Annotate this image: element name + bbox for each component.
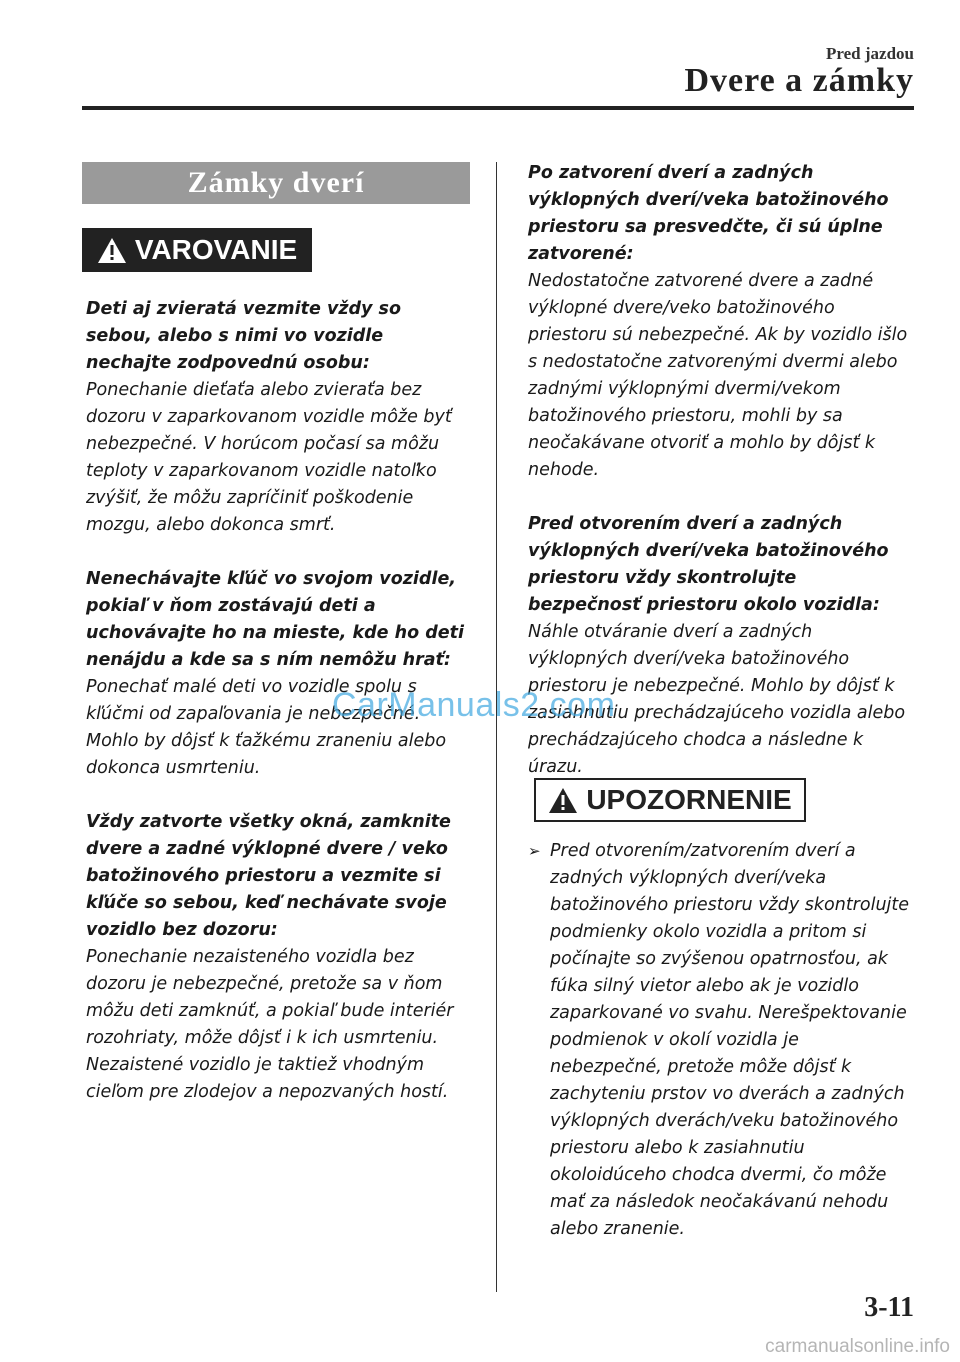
warning-block-heading: Pred otvorením dverí a zadných výklopných dverí/veka batožinového priestoru vždy skontrolujte bezpečnosť priestoru okolo vozidla: [528,514,889,615]
caution-icon [548,786,578,814]
caution-label: UPOZORNENIE [586,784,792,815]
page-number: 3-11 [864,1292,914,1323]
warning-block [86,296,471,539]
warning-block-heading: Deti aj zvieratá vezmite vždy so sebou, alebo s nimi vo vozidle nechajte zodpovednú osobu: [86,299,401,373]
chapter-label: Pred jazdou [826,44,914,63]
caution-badge [534,778,806,822]
warning-block-body: Ponechanie dieťaťa alebo zvieraťa bez dozoru v zaparkovanom vozidle môže byť nebezpečné. V horúcom počasí sa môžu teploty v zaparkovanom vozidle natoľko zvýšiť, že môžu zapríčiniť poškodenie mozgu, alebo dokonca smrť. [86,380,452,535]
warning-block-heading: Vždy zatvorte všetky okná, zamknite dvere a zadné výklopné dvere / veko batožinového priestoru a vezmite si kľúče so sebou, keď nechávate svoje vozidlo bez dozoru: [86,812,451,940]
warning-block-body: Ponechať malé deti vo vozidle spolu s kľúčmi od zapaľovania je nebezpečné. Mohlo by dôjsť k ťažkému zraneniu alebo dokonca usmrteniu. [86,677,447,778]
warning-label: VAROVANIE [134,234,298,265]
warning-block [528,160,913,484]
caution-item [528,838,913,1243]
header-rule [82,106,914,110]
section-title: Zámky dverí [187,166,365,199]
caution-item-text: Pred otvorením/zatvorením dverí a zadných výklopných dverí/veka batožinového priestoru vždy skontrolujte podmienky okolo vozidla a pritom si počínajte so zvýšenou opatrnosťou, ak fúka silný vietor alebo ak je vozidlo zaparkované vo svahu. Nerešpektovanie podmienok v okolí vozidla je nebezpečné, pretože môže dôjsť k zachyteniu prstov vo dverách a zadných výklopných dverách/veku batožinového priestoru alebo k zasiahnutiu okoloidúceho chodca dvermi, čo môže mať za následok neočakávanú nehodu alebo zranenie. [550,841,910,1239]
column-divider [496,162,497,1292]
watermark: CarManuals2.com [332,686,616,724]
warning-icon [97,236,127,264]
warning-block-body: Ponechanie nezaisteného vozidla bez dozoru je nebezpečné, pretože sa v ňom môžu deti zamknúť, a pokiaľ bude interiér rozohriaty, môže dôjsť i k ich usmrteniu. Nezaistené vozidlo je taktiež vhodným cieľom pre zlodejov a nepozvaných hostí. [86,947,454,1102]
section-title-bar [82,162,470,204]
warning-block [86,809,471,1106]
page-header-title: Dvere a zámky [684,62,914,99]
warning-block-heading: Po zatvorení dverí a zadných výklopných dverí/veka batožinového priestoru sa presvedčte, či sú úplne zatvorené: [528,163,889,264]
warning-block-body: Nedostatočne zatvorené dvere a zadné výklopné dvere/veko batožinového priestoru sú nebezpečné. Ak by vozidlo išlo s nedostatočne zatvorenými dvermi alebo zadnými výklopnými dvermi/vekom batožinového priestoru, mohli by sa neočakávane otvoriť a mohlo by dôjsť k nehode. [528,271,908,480]
caution-list [528,838,913,1243]
warning-block-heading: Nenechávajte kľúč vo svojom vozidle, pokiaľ v ňom zostávajú deti a uchovávajte ho na mieste, kde ho deti nenájdu a kde sa s ním nemôžu hrať: [86,569,464,670]
footer-watermark: carmanualsonline.info [765,1336,950,1357]
warning-block [528,511,913,781]
warning-block [86,566,471,782]
arrow-bullet-icon: ➢ [528,842,541,860]
warning-badge [82,228,312,272]
warning-block-body: Náhle otváranie dverí a zadných výklopných dverí/veka batožinového priestoru je nebezpečné. Mohlo by dôjsť k zasiahnutiu prechádzajúceho vozidla alebo prechádzajúceho chodca a následne k úrazu. [528,622,906,777]
